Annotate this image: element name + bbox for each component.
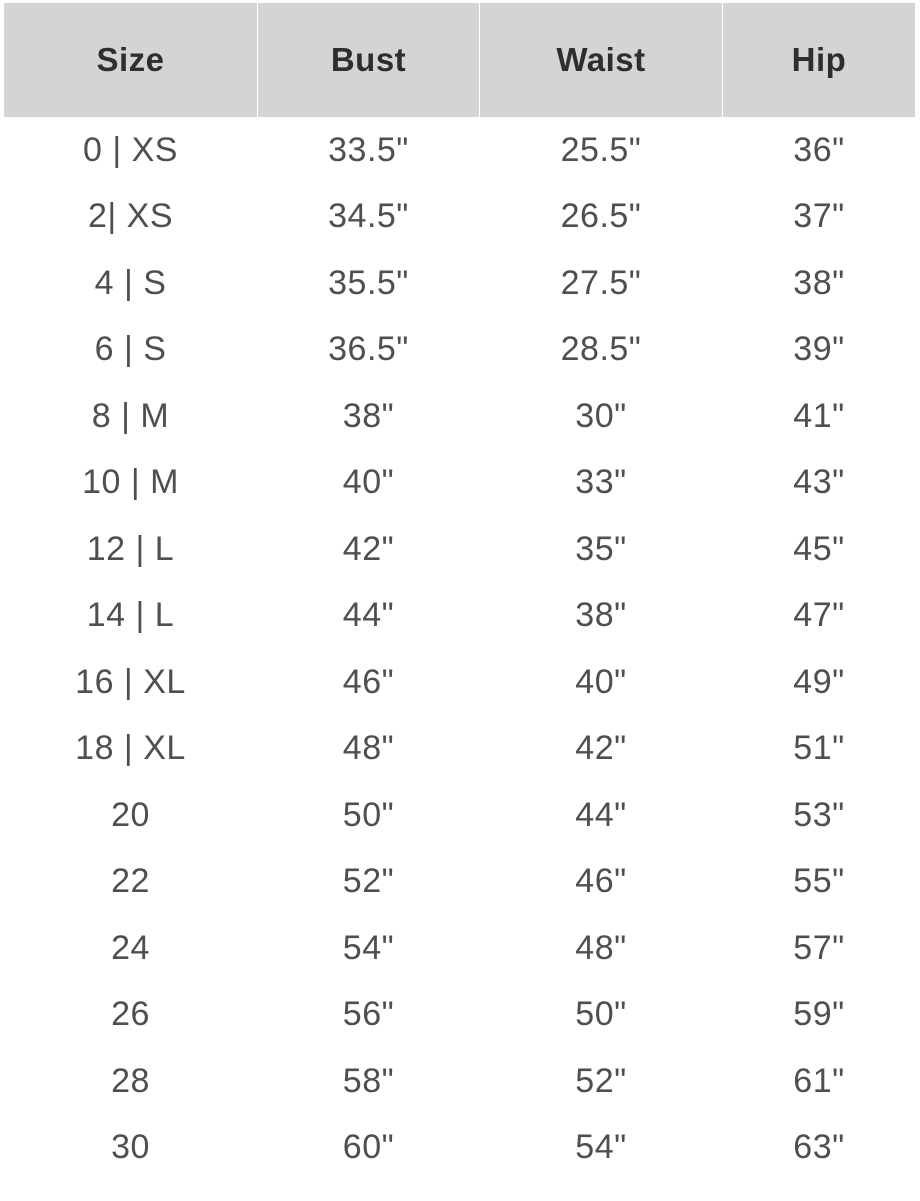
table-cell: 0 | XS — [83, 130, 178, 169]
table-row — [4, 716, 915, 783]
table-cell: 41" — [793, 396, 845, 435]
table-cell: 30" — [575, 396, 627, 435]
table-cell: 26.5" — [560, 197, 642, 236]
table-cell: 40" — [342, 463, 395, 502]
table-cell: 40" — [575, 662, 627, 701]
table-cell: 47" — [793, 596, 845, 635]
table-cell: 8 | M — [91, 396, 170, 435]
table-cell: 38" — [575, 596, 627, 635]
table-cell: 37" — [793, 197, 845, 236]
table-body — [0, 117, 920, 1181]
table-row — [4, 849, 915, 916]
table-cell: 25.5" — [560, 130, 642, 169]
table-cell: 44" — [342, 596, 395, 635]
table-cell: 43" — [793, 463, 845, 502]
table-row — [4, 1115, 915, 1182]
table-cell: 34.5" — [328, 197, 409, 236]
table-cell: 54" — [575, 1128, 627, 1167]
table-row — [4, 383, 915, 450]
table-cell: 63" — [793, 1128, 845, 1167]
table-cell: 39" — [793, 330, 845, 369]
table-cell: 22 — [111, 862, 150, 901]
table-cell: 27.5" — [560, 263, 642, 302]
table-cell: 28.5" — [560, 330, 642, 369]
table-cell: 35" — [575, 529, 627, 568]
table-cell: 10 | M — [82, 463, 179, 502]
table-cell: 49" — [793, 662, 845, 701]
table-cell: 14 | L — [86, 596, 175, 635]
table-header-row — [4, 3, 915, 117]
table-row — [4, 250, 915, 317]
column-header-hip: Hip — [723, 3, 915, 117]
table-cell: 58" — [342, 1061, 395, 1100]
table-cell: 50" — [575, 995, 627, 1034]
table-cell: 61" — [793, 1061, 845, 1100]
table-cell: 33" — [575, 463, 627, 502]
table-cell: 2| XS — [87, 197, 174, 236]
table-cell: 35.5" — [328, 263, 409, 302]
table-row — [4, 317, 915, 384]
table-row — [4, 782, 915, 849]
table-row — [4, 184, 915, 251]
table-cell: 51" — [793, 729, 845, 768]
table-cell: 24 — [111, 928, 150, 967]
table-cell: 16 | XL — [75, 662, 186, 701]
table-cell: 55" — [793, 862, 845, 901]
table-cell: 59" — [793, 995, 845, 1034]
table-row — [4, 1048, 915, 1115]
table-row — [4, 982, 915, 1049]
column-header-size: Size — [4, 3, 257, 117]
table-cell: 33.5" — [328, 130, 409, 169]
table-cell: 4 | S — [94, 263, 167, 302]
table-row — [4, 450, 915, 517]
table-cell: 6 | S — [94, 330, 167, 369]
table-cell: 48" — [575, 928, 627, 967]
table-cell: 38" — [793, 263, 845, 302]
table-cell: 56" — [342, 995, 395, 1034]
table-cell: 42" — [342, 529, 395, 568]
table-cell: 52" — [575, 1061, 627, 1100]
table-cell: 60" — [342, 1128, 395, 1167]
table-cell: 50" — [342, 795, 395, 834]
table-cell: 46" — [575, 862, 627, 901]
table-row — [4, 516, 915, 583]
table-cell: 36.5" — [328, 330, 409, 369]
table-row — [4, 915, 915, 982]
table-cell: 36" — [793, 130, 845, 169]
table-cell: 38" — [342, 396, 395, 435]
table-cell: 12 | L — [86, 529, 175, 568]
table-cell: 26 — [111, 995, 150, 1034]
table-cell: 18 | XL — [75, 729, 186, 768]
table-cell: 45" — [793, 529, 845, 568]
table-cell: 20 — [111, 795, 150, 834]
table-cell: 48" — [342, 729, 395, 768]
table-cell: 46" — [342, 662, 395, 701]
table-row — [4, 583, 915, 650]
table-cell: 52" — [342, 862, 395, 901]
table-cell: 30 — [111, 1128, 150, 1167]
table-row — [4, 117, 915, 184]
table-cell: 53" — [793, 795, 845, 834]
column-header-waist: Waist — [480, 3, 722, 117]
table-cell: 57" — [793, 928, 845, 967]
table-cell: 44" — [575, 795, 627, 834]
table-cell: 54" — [342, 928, 395, 967]
table-cell: 28 — [111, 1061, 150, 1100]
table-row — [4, 649, 915, 716]
table-cell: 42" — [575, 729, 627, 768]
column-header-bust: Bust — [258, 3, 479, 117]
